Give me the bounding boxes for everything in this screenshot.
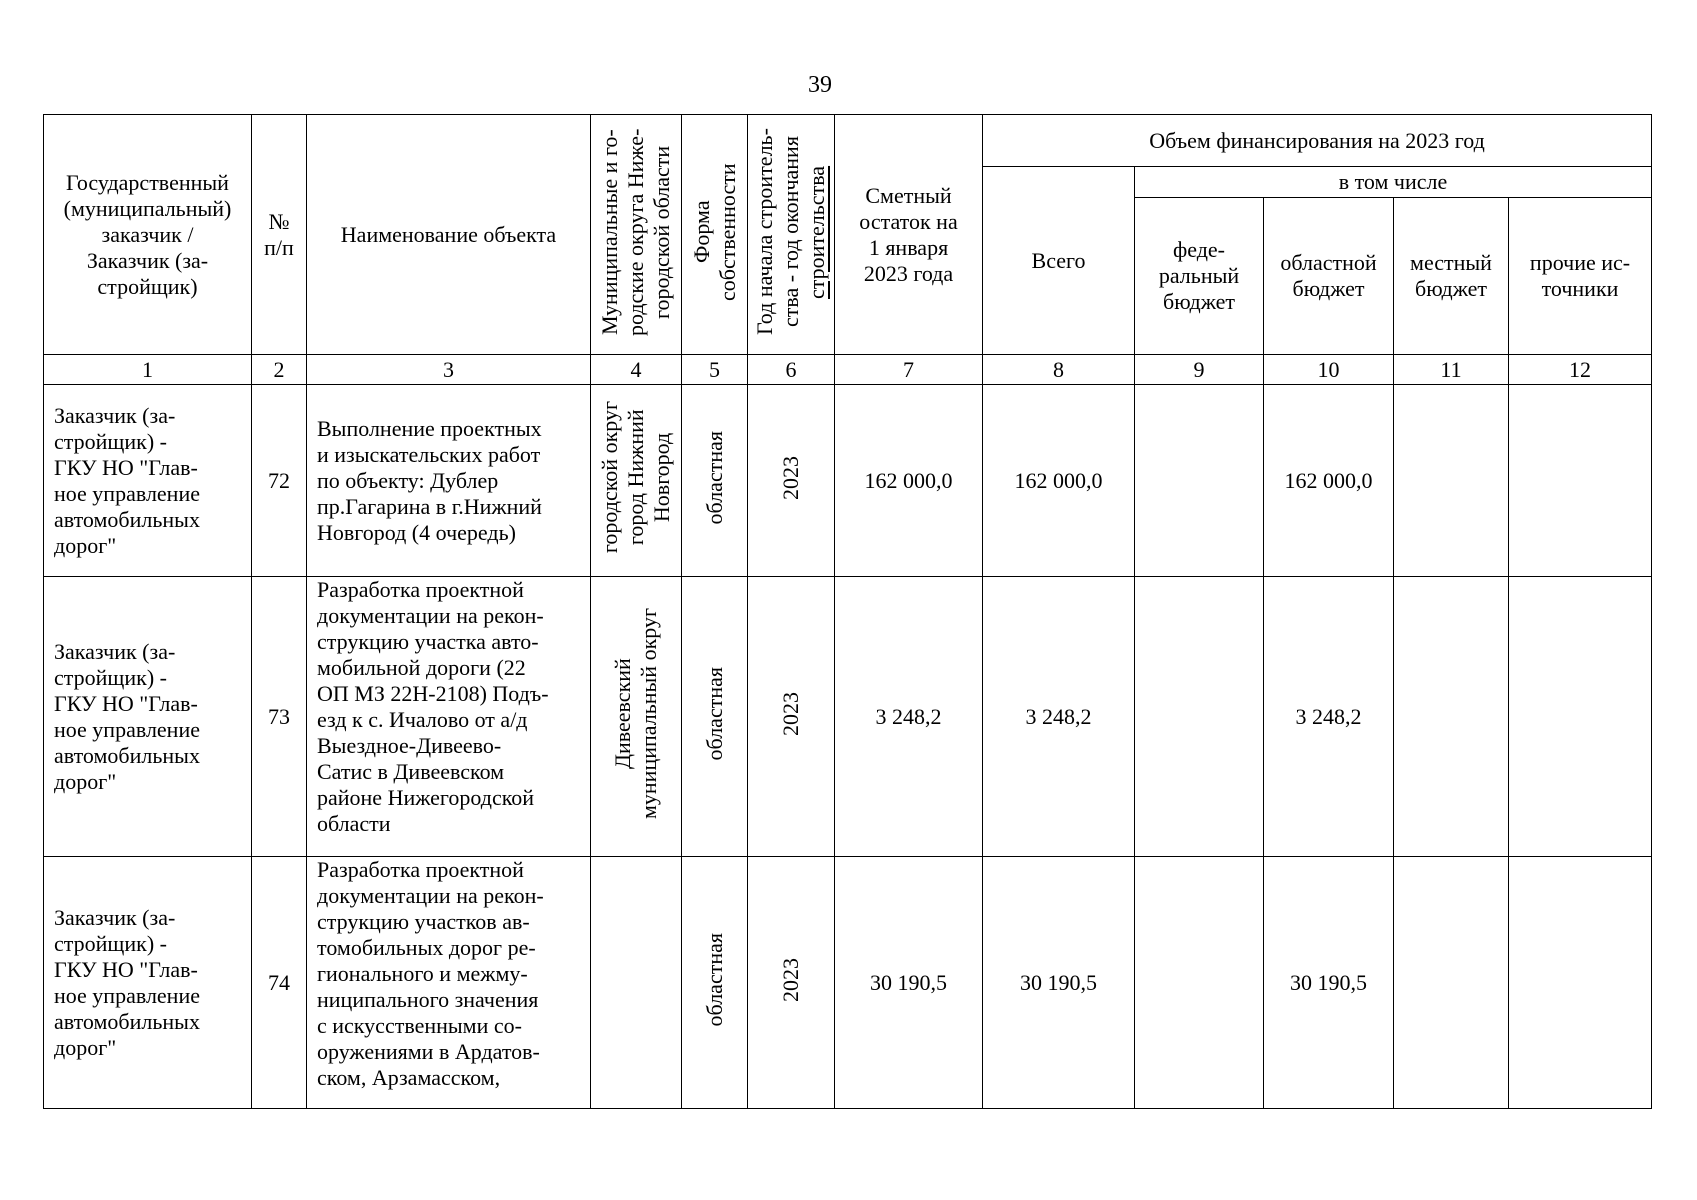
local-cell <box>1394 385 1509 577</box>
header-funding: Объем финансирования на 2023 год <box>983 115 1652 167</box>
object-name-cell: Выполнение проектных и изыскательских работ по объекту: Дублер пр.Гагарина в г.Нижний Новгород (4 очередь) <box>307 385 591 577</box>
district-cell: городской округ город Нижний Новгород <box>591 385 682 577</box>
object-name-cell: Разработка проектной документации на рекон- струкцию участка авто- мобильной дороги (22 ОП МЗ 22Н-2108) Подъ- езд к с. Ичалово от а/д Выездное-Дивеево- Сатис в Дивеевском районе Нижегородской области <box>307 577 591 857</box>
column-number: 5 <box>682 355 748 385</box>
column-number: 8 <box>983 355 1135 385</box>
column-number: 6 <box>748 355 835 385</box>
district-cell <box>591 857 682 1109</box>
federal-cell <box>1135 857 1264 1109</box>
local-cell <box>1394 577 1509 857</box>
other-cell <box>1509 385 1652 577</box>
column-number: 3 <box>307 355 591 385</box>
row-number: 73 <box>252 577 307 857</box>
ownership-cell: областная <box>682 385 748 577</box>
header-regional: областной бюджет <box>1264 198 1394 355</box>
total-cell: 3 248,2 <box>983 577 1135 857</box>
table-row <box>44 577 1652 857</box>
header-total: Всего <box>983 167 1135 355</box>
column-number: 2 <box>252 355 307 385</box>
header-federal: феде- ральный бюджет <box>1135 198 1264 355</box>
financing-table <box>43 114 1652 1109</box>
column-number: 12 <box>1509 355 1652 385</box>
total-cell: 162 000,0 <box>983 385 1135 577</box>
estimate-cell: 30 190,5 <box>835 857 983 1109</box>
year-cell: 2023 <box>748 385 835 577</box>
header-ownership: Форма собственности <box>682 115 748 355</box>
ownership-cell: областная <box>682 857 748 1109</box>
other-cell <box>1509 577 1652 857</box>
header-years: Год начала строитель- ства - год окончания строительства <box>748 115 835 355</box>
column-number: 4 <box>591 355 682 385</box>
page-number: 39 <box>808 72 832 98</box>
header-estimate: Сметный остаток на 1 января 2023 года <box>835 115 983 355</box>
federal-cell <box>1135 385 1264 577</box>
row-number: 74 <box>252 857 307 1109</box>
estimate-cell: 3 248,2 <box>835 577 983 857</box>
customer-cell: Заказчик (за- стройщик) - ГКУ НО "Глав- ное управление автомобильных дорог" <box>44 857 252 1109</box>
customer-cell: Заказчик (за- стройщик) - ГКУ НО "Глав- ное управление автомобильных дорог" <box>44 577 252 857</box>
table-row <box>44 385 1652 577</box>
district-cell: Дивеевский муниципальный округ <box>591 577 682 857</box>
row-number: 72 <box>252 385 307 577</box>
customer-cell: Заказчик (за- стройщик) - ГКУ НО "Глав- ное управление автомобильных дорог" <box>44 385 252 577</box>
other-cell <box>1509 857 1652 1109</box>
estimate-cell: 162 000,0 <box>835 385 983 577</box>
header-local: местный бюджет <box>1394 198 1509 355</box>
header-other: прочие ис- точники <box>1509 198 1652 355</box>
column-number: 1 <box>44 355 252 385</box>
regional-cell: 162 000,0 <box>1264 385 1394 577</box>
ownership-cell: областная <box>682 577 748 857</box>
column-numbers-row <box>44 355 1652 385</box>
header-object-name: Наименование объекта <box>307 115 591 355</box>
year-cell: 2023 <box>748 577 835 857</box>
column-number: 11 <box>1394 355 1509 385</box>
header-districts: Муниципальные и го- родские округа Ниже- городской области <box>591 115 682 355</box>
header-np: № п/п <box>252 115 307 355</box>
column-number: 9 <box>1135 355 1264 385</box>
header-customer: Государственный (муниципальный) заказчик / Заказчик (за- стройщик) <box>44 115 252 355</box>
column-number: 10 <box>1264 355 1394 385</box>
table-row <box>44 857 1652 1109</box>
object-name-cell: Разработка проектной документации на рекон- струкцию участков ав- томобильных дорог ре- гионального и межму- ниципального значения с искусственными со- оружениями в Ардатов- ском, Арзамасском, <box>307 857 591 1109</box>
regional-cell: 30 190,5 <box>1264 857 1394 1109</box>
federal-cell <box>1135 577 1264 857</box>
regional-cell: 3 248,2 <box>1264 577 1394 857</box>
year-cell: 2023 <box>748 857 835 1109</box>
header-including: в том числе <box>1135 167 1652 198</box>
total-cell: 30 190,5 <box>983 857 1135 1109</box>
column-number: 7 <box>835 355 983 385</box>
local-cell <box>1394 857 1509 1109</box>
